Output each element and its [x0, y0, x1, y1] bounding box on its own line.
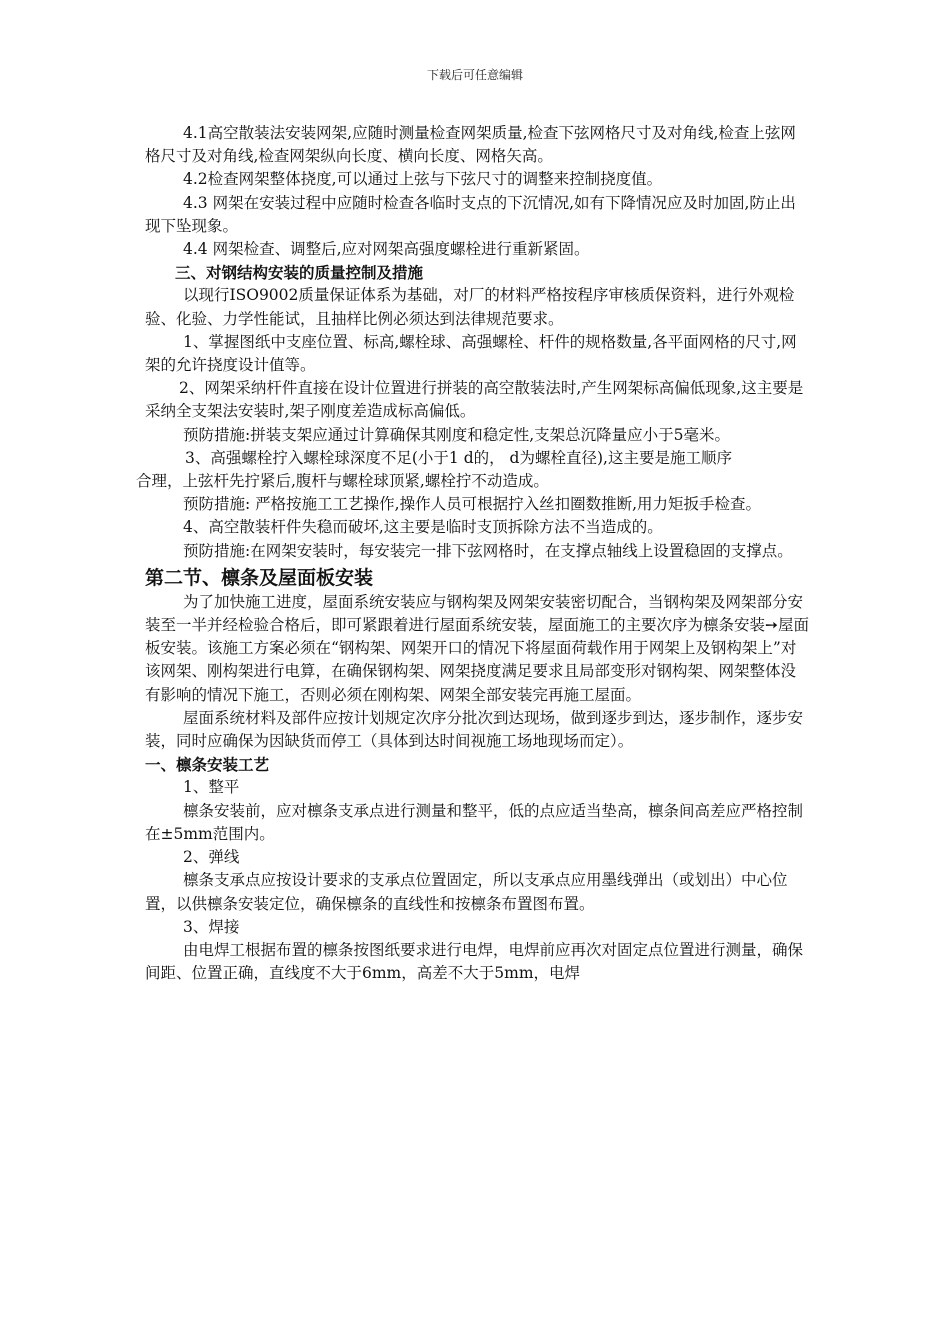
paragraph-item-4: 4、高空散装杆件失稳而破坏,这主要是临时支顶拆除方法不当造成的。 [183, 518, 663, 537]
paragraph-item-1: 1、掌握图纸中支座位置、标高,螺栓球、高强螺栓、杆件的规格数量,各平面网格的尺寸,网架的允许挠度设计值等。 [145, 332, 797, 375]
section-heading-quality-control: 三、对钢结构安装的质量控制及措施 [175, 263, 424, 283]
subheading-marking: 2、弹线 [183, 848, 240, 867]
paragraph-4-2: 4.2检查网架整体挠度,可以通过上弦与下弦尺寸的调整来控制挠度值。 [183, 170, 663, 189]
paragraph-materials-delivery: 屋面系统材料及部件应按计划规定次序分批次到达现场，做到逐步到达，逐步制作，逐步安装，同时应确保为因缺货而停工（具体到达时间视施工场地现场而定）。 [145, 708, 804, 751]
section-heading-purlin-process: 一、檩条安装工艺 [145, 755, 270, 775]
paragraph-leveling: 檩条安装前，应对檩条支承点进行测量和整平，低的点应适当垫高，檩条间高差应严格控制在±5mm范围内。 [145, 801, 804, 843]
subheading-welding: 3、焊接 [183, 917, 240, 936]
paragraph-welding: 由电焊工根据布置的檩条按图纸要求进行电焊，电焊前应再次对固定点位置进行测量，确保间距、位置正确，直线度不大于6mm，高差不大于5mm，电焊 [145, 940, 804, 983]
paragraph-iso9002: 以现行ISO9002质量保证体系为基础，对厂的材料严格按程序审核质保资料，进行外观检验、化验、力学性能试，且抽样比例必须达到法律规范要求。 [145, 286, 795, 328]
paragraph-4-1: 4.1高空散装法安装网架,应随时测量检查网架质量,检查下弦网格尺寸及对角线,检查上弦网格尺寸及对角线,检查网架纵向长度、横向长度、网格矢高。 [145, 124, 796, 166]
chapter-heading-purlin-roof: 第二节、檩条及屋面板安装 [145, 566, 374, 589]
paragraph-4-4: 4.4 网架检查、调整后,应对网架高强度螺栓进行重新紧固。 [183, 240, 590, 259]
paragraph-prevention-2: 预防措施: 严格按施工工艺操作,操作人员可根据拧入丝扣圈数推断,用力矩扳手检查。 [183, 495, 762, 514]
paragraph-4-3: 4.3 网架在安装过程中应随时检查各临时支点的下沉情况,如有下降情况应及时加固,防止出现下坠现象。 [145, 193, 796, 235]
paragraph-construction-progress: 为了加快施工进度，屋面系统安装应与钢构架及网架安装密切配合，当钢构架及网架部分安装至一半并经检验合格后，即可紧跟着进行屋面系统安装，屋面施工的主要次序为檩条安装➙屋面板安装。该施工方案必须在“钢构架、网架开口的情况下将屋面荷载作用于网架上及钢构架上”对该网架、刚构架进行电算，在确保钢构架、网架挠度满足要求且局部变形对钢构架、网架整体没有影响的情况下施工，否则必须在刚构架、网架全部安装完再施工屋面。 [145, 592, 809, 704]
paragraph-marking: 檩条支承点应按设计要求的支承点位置固定，所以支承点应用墨线弹出（或划出）中心位置，以供檩条安装定位，确保檩条的直线性和按檩条布置图布置。 [145, 871, 788, 913]
paragraph-prevention-1: 预防措施:拼装支架应通过计算确保其刚度和稳定性,支架总沉降量应小于5毫米。 [183, 425, 731, 444]
page-header: 下载后可任意编辑 [426, 68, 523, 82]
paragraph-item-3: 3、高强螺栓拧入螺栓球深度不足(小于1 d的， d为螺栓直径),这主要是施工顺序 [185, 448, 732, 467]
paragraph-item-3-continued: 合理，上弦杆先拧紧后,腹杆与螺栓球顶紧,螺栓拧不动造成。 [136, 472, 549, 491]
paragraph-prevention-3: 预防措施:在网架安装时，每安装完一排下弦网格时，在支撑点轴线上设置稳固的支撑点。 [183, 541, 793, 560]
document-body [136, 122, 810, 985]
subheading-leveling: 1、整平 [183, 778, 240, 797]
paragraph-item-2: 2、网架采纳杆件直接在设计位置进行拼装的高空散装法时,产生网架标高偏低现象,这主要是采纳全支架法安装时,架子刚度差造成标高偏低。 [145, 379, 804, 421]
